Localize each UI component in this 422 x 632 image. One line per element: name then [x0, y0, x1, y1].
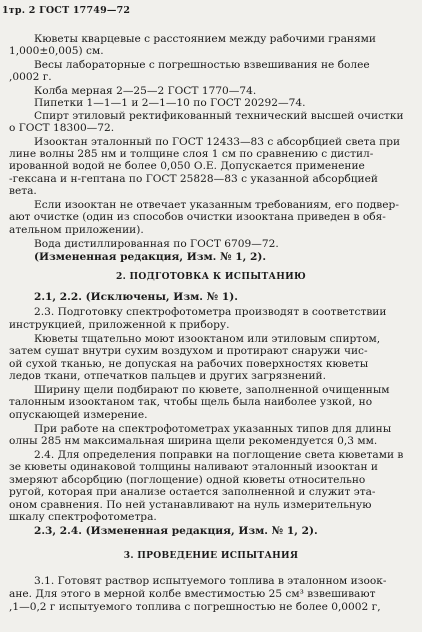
text-line: Кюветы кварцевые с расстоянием между рабочими гранями	[34, 33, 376, 45]
text-line: олны 285 нм максимальная ширина щели рекомендуется 0,3 мм.	[9, 435, 378, 447]
text-line: ированной водой не более 0,050 О.Е. Допускается применение	[9, 160, 365, 172]
text-line: ательном приложении).	[9, 224, 144, 236]
amendment-note: 2.3, 2.4. (Измененная редакция, Изм. № 1, 2).	[34, 525, 318, 537]
text-line: зе кюветы одинаковой толщины наливают эталонный изооктан и	[9, 461, 378, 473]
text-line: При работе на спектрофотометрах указанных типов для длины	[34, 423, 392, 435]
text-line: о ГОСТ 18300—72.	[9, 122, 115, 134]
text-line: ,0002 г.	[9, 71, 52, 83]
text-line: 1,000±0,005) см.	[9, 45, 104, 57]
text-line: змеряют абсорбцию (поглощение) одной кюветы относительно	[9, 474, 366, 486]
excluded-note: 2.1, 2.2. (Исключены, Изм. № 1).	[34, 291, 238, 303]
text-line: Колба мерная 2—25—2 ГОСТ 1770—74.	[34, 85, 257, 97]
amendment-note: (Измененная редакция, Изм. № 1, 2).	[34, 251, 267, 263]
text-line: ане. Для этого в мерной колбе вместимостью 25 см³ взвешивают	[9, 588, 376, 600]
text-line: Ширину щели подбирают по кювете, заполненной очищенным	[34, 384, 390, 396]
section-heading: 2. ПОДГОТОВКА К ИСПЫТАНИЮ	[115, 271, 307, 282]
text-line: ают очистке (один из способов очистки изооктана приведен в обя-	[9, 211, 386, 223]
text-line: вета.	[9, 185, 37, 197]
text-line: Изооктан эталонный по ГОСТ 12433—83 с абсорбцией света при	[34, 136, 401, 148]
text-line: затем сушат внутри сухим воздухом и протирают снаружи чис-	[9, 345, 368, 357]
text-line: ледов ткани, отпечатков пальцев и других загрязнений.	[9, 370, 326, 382]
text-line: Пипетки 1—1—1 и 2—1—10 по ГОСТ 20292—74.	[34, 97, 306, 109]
text-line: ой сухой тканью, не допуская на рабочих поверхностях кюветы	[9, 358, 369, 370]
text-line: 2.4. Для определения поправки на поглощение света кюветами в	[34, 449, 404, 461]
text-line: ругой, которая при анализе остается заполненной и служит эта-	[9, 486, 376, 498]
text-line: талонным изооктаном так, чтобы щель была наиболее узкой, но	[9, 396, 373, 408]
text-line: Спирт этиловый ректификованный технический высшей очистки	[34, 110, 404, 122]
text-line: шкалу спектрофотометра.	[9, 511, 157, 523]
text-line: 2.3. Подготовку спектрофотометра производят в соответствии	[34, 306, 387, 318]
text-line: Если изооктан не отвечает указанным требованиям, его подвер-	[34, 199, 399, 211]
text-line: Вода дистиллированная по ГОСТ 6709—72.	[34, 238, 279, 250]
text-line: 3.1. Готовят раствор испытуемого топлива в эталонном изоок-	[34, 575, 387, 587]
text-line: Весы лабораторные с погрешностью взвешивания не более	[34, 59, 370, 71]
text-line: ,1—0,2 г испытуемого топлива с погрешностью не более 0,0002 г,	[9, 601, 381, 613]
text-line: опускающей измерение.	[9, 409, 148, 421]
text-line: лине волны 285 нм и толщине слоя 1 см по сравнению с дистил-	[9, 148, 374, 160]
text-line: Кюветы тщательно моют изооктаном или этиловым спиртом,	[34, 333, 381, 345]
text-line: инструкцией, приложенной к прибору.	[9, 319, 230, 331]
text-line: оном сравнения. По ней устанавливают на нуль измерительную	[9, 499, 372, 511]
page-header: 1тр. 2 ГОСТ 17749—72	[2, 5, 131, 16]
section-heading: 3. ПРОВЕДЕНИЕ ИСПЫТАНИЯ	[123, 550, 299, 561]
text-line: -гексана и н-гептана по ГОСТ 25828—83 с указанной абсорбцией	[9, 173, 378, 185]
